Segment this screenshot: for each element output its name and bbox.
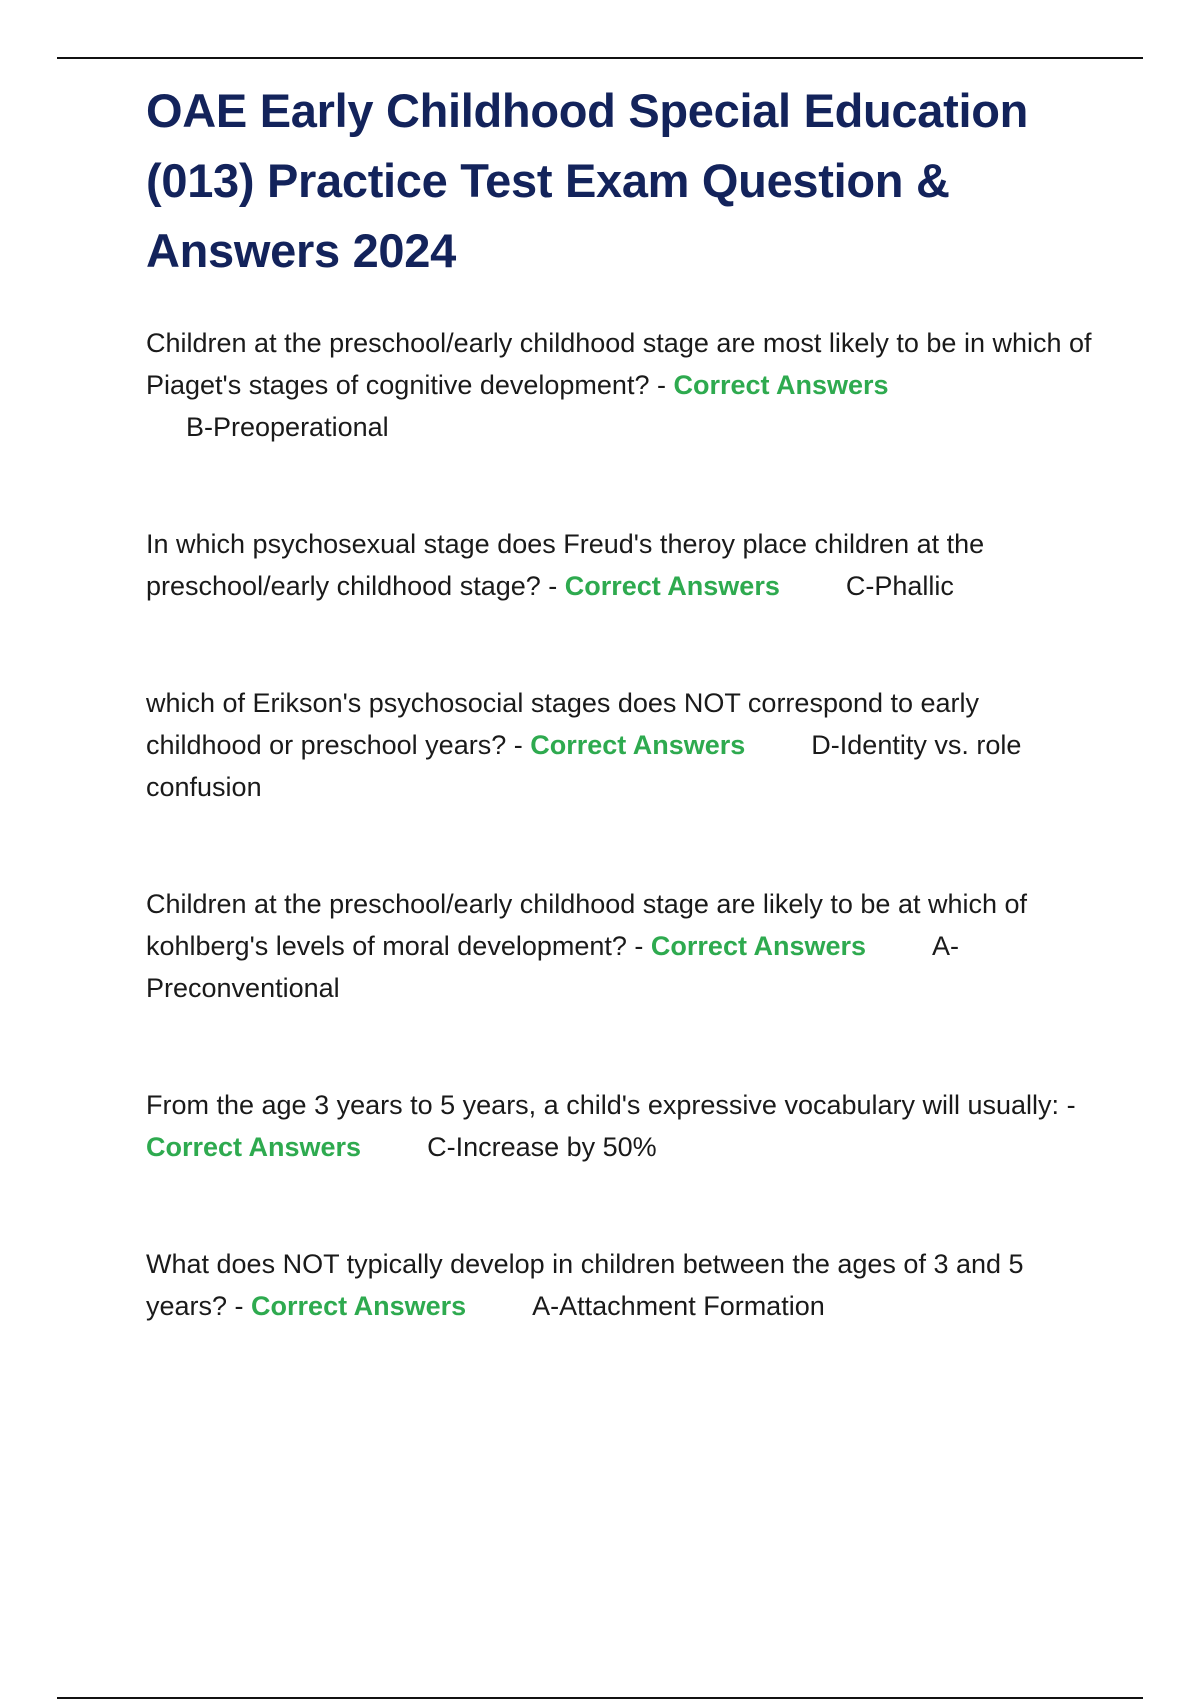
qa-item-3 [146,682,1096,808]
document-title: OAE Early Childhood Special Education (013) Practice Test Exam Question & Answers 2024 [146,84,1029,277]
document-body [146,76,1096,1327]
question-text: From the age 3 years to 5 years, a child's expressive vocabulary will usually: [146,1090,1060,1120]
answer-text: A-Attachment Formation [532,1291,825,1321]
separator: - [227,1291,252,1321]
separator: - [649,370,674,400]
question-text: In which psychosexual stage does Freud's theroy place children at the preschool/early childhood stage? [146,529,985,601]
question-text: which of Erikson's psychosocial stages does NOT correspond to early childhood or preschool years? [146,688,980,760]
answer-text: A-Preconventional [146,931,959,1003]
correct-answers-label: Correct Answers [673,370,889,400]
qa-item-2 [146,523,1096,607]
separator: - [506,730,531,760]
qa-item-4 [146,883,1096,1009]
question-text: What does NOT typically develop in children between the ages of 3 and 5 years? [146,1249,1024,1321]
qa-item-1 [146,322,1096,448]
correct-answers-label: Correct Answers [564,571,780,601]
answer-text: D-Identity vs. role confusion [146,730,1022,802]
correct-answers-label: Correct Answers [530,730,746,760]
separator: - [626,931,651,961]
qa-list [146,322,1096,1327]
correct-answers-label: Correct Answers [650,931,866,961]
question-text: Children at the preschool/early childhood stage are most likely to be in which of Piaget's stages of cognitive development? [146,328,1092,400]
top-rule [57,57,1143,59]
answer-text: B-Preoperational [186,412,389,442]
qa-item-5 [146,1084,1096,1168]
bottom-rule [57,1697,1143,1699]
separator: - [1059,1090,1076,1120]
answer-text: C-Increase by 50% [427,1132,657,1162]
separator: - [540,571,565,601]
question-text: Children at the preschool/early childhood stage are likely to be at which of kohlberg's levels of moral development? [146,889,1028,961]
correct-answers-label: Correct Answers [146,1132,362,1162]
correct-answers-label: Correct Answers [251,1291,467,1321]
answer-text: C-Phallic [845,571,954,601]
qa-item-6 [146,1243,1096,1327]
